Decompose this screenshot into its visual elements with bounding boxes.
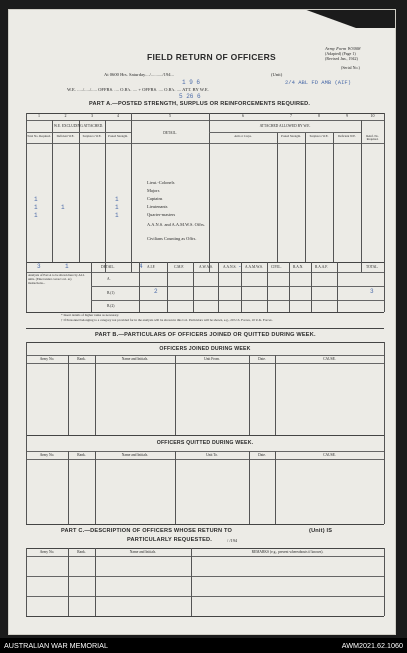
sub-header-7: Posted Strength. — [281, 134, 301, 138]
part-c-heading-b: (Unit) IS — [309, 528, 333, 534]
col1-captains: 1 — [34, 196, 38, 203]
sub-header-6: Arm or Corps. — [234, 134, 252, 138]
sub-header-4: Posted Strength. — [108, 134, 128, 138]
sub-header-9: Deficient W.E. — [338, 134, 356, 138]
quitted-col-unit: Unit To. — [206, 453, 218, 457]
joined-title: OFFICERS JOINED DURING WEEK — [159, 346, 251, 352]
sub-header-3: Surplus to W.E. — [82, 134, 102, 138]
we-line: W.E. ...../...../..... OFFRS. .... O.R's. .... + OFFRS. .... O.R's. .... ATT. BY W.E. — [67, 87, 209, 92]
col-num-3: 3 — [91, 113, 93, 118]
detail-header: DETAIL. — [163, 131, 177, 135]
att-row-a: A. — [107, 277, 111, 281]
part-c-heading-a: PART C.—DESCRIPTION OF OFFICERS WHOSE RETURN TO — [61, 528, 233, 534]
unit-label: (Unit) — [271, 72, 283, 77]
quitted-col-cause: CAUSE. — [323, 453, 336, 457]
sub-header-2: Deficient W.E. — [56, 134, 75, 138]
att-cmf: C.M.F. — [174, 265, 184, 269]
att-civil: CIVIL. — [271, 265, 282, 269]
total-col6: - — [238, 263, 242, 270]
typed-we-row2: 5 26 6 — [179, 93, 201, 100]
form-title: FIELD RETURN OF OFFICERS — [147, 52, 277, 62]
footer-institution: AUSTRALIAN WAR MEMORIAL — [4, 641, 108, 650]
quitted-col-armyno: Army No. — [39, 453, 55, 457]
detail-captains: Captains — [147, 196, 163, 201]
detail-majors: Majors — [147, 188, 160, 193]
att-raaf: R.A.A.F. — [315, 265, 328, 269]
detail-qm: Quarter-masters — [147, 212, 176, 217]
col-num-7: 7 — [290, 113, 292, 118]
part-a-heading: PART A.—POSTED STRENGTH, SURPLUS OR REINFORCEMENTS REQUIRED. — [89, 101, 311, 107]
form-sheet — [9, 10, 395, 634]
c-col-remarks: REMARKS (e.g., present whereabouts if known). — [251, 550, 324, 554]
detail-civilians: Civilians Counting as Offrs. — [147, 236, 197, 241]
part-c-date: / /194 — [227, 538, 238, 543]
col2-lieutenants: 1 — [61, 204, 65, 211]
analysis-note: Analysis of Part A to be shown here by ALL units. (Enter under correct col. as) instructions... — [28, 273, 85, 286]
army-form-id: Army Form W3008 — [325, 46, 361, 51]
detail-lieutenants: Lieutenants — [147, 204, 168, 209]
we-excl-header: W.E. EXCLUDING ATTACHED. — [53, 124, 104, 128]
total-col2: 1 — [65, 263, 69, 270]
footer-accession: AWM2021.62.1060 — [341, 641, 403, 650]
col-num-6: 6 — [242, 113, 244, 118]
joined-col-name: Name and Initials. — [121, 357, 149, 361]
joined-col-date: Date. — [258, 357, 266, 361]
c-col-name: Name and Initials. — [129, 550, 157, 554]
total-col1: 3 — [37, 263, 41, 270]
quitted-col-rank: Rank. — [77, 453, 86, 457]
att-aif: A.I.F. — [147, 265, 156, 269]
joined-col-unit: Unit From. — [204, 357, 220, 361]
sub-header-10: Reinf. No. Required. — [366, 134, 379, 142]
att-aif-value: 2 — [154, 288, 158, 295]
col-num-4: 4 — [117, 113, 119, 118]
quitted-col-name: Name and Initials. — [121, 453, 149, 457]
col-num-5: 5 — [169, 113, 171, 118]
attached-allowed-header: ATTACHED ALLOWED BY W.E. — [259, 124, 311, 128]
serial-label: (Serial No.) — [341, 65, 360, 70]
quitted-col-date: Date. — [258, 453, 266, 457]
footnote-1: * Insert details of higher ranks as necessary. — [61, 313, 120, 317]
col1-lieutenants: 1 — [34, 204, 38, 211]
typed-we-row1: 1 9 6 — [182, 79, 201, 86]
col4-qm: 1 — [115, 212, 119, 219]
adapted-label: (Adapted) (Page 1) — [325, 51, 356, 56]
col-num-9: 9 — [346, 113, 348, 118]
detail-nurses: A.A.N.S. and A.A.M.W.S. Offrs. — [147, 222, 205, 227]
joined-col-cause: CAUSE. — [323, 357, 336, 361]
col-num-1: 1 — [38, 113, 40, 118]
att-row-b2: B.(2) — [107, 304, 115, 308]
att-aans: A.A.N.S. — [223, 265, 237, 269]
c-col-armyno: Army No. — [39, 550, 55, 554]
col4-captains: 1 — [115, 196, 119, 203]
part-c-heading-c: PARTICULARLY REQUESTED. — [127, 537, 212, 543]
detail-lt-col: Lieut.-Colonels — [147, 180, 175, 185]
footnote-2: † If Personnel belonging to a category not provided for in the analysis will be shown in this Col. Particulars will be shown, e.g., 20 U.S. Forces, 10 U.K. Forces. — [61, 318, 273, 322]
joined-col-armyno: Army No. — [39, 357, 55, 361]
sub-header-8: Surplus to W.E. — [309, 134, 329, 138]
unit-typed: 2/4 ABL FD AMB (AIF) — [285, 79, 352, 86]
att-ran: R.A.N. — [293, 265, 304, 269]
att-row-b1: B.(1) — [107, 291, 115, 295]
att-awas: A.W.A.S. — [199, 265, 213, 269]
total-col4: 4 — [139, 263, 143, 270]
sub-header-1: Total No. Required. — [27, 134, 51, 138]
quitted-title: OFFICERS QUITTED DURING WEEK. — [156, 440, 254, 446]
c-col-rank: Rank. — [77, 550, 86, 554]
revised-label: (Revised Jan., 1942) — [325, 56, 358, 61]
col-num-10: 10 — [370, 113, 375, 118]
at-line: At 0600 Hrs. Saturday..../........../194... — [104, 72, 175, 77]
col-num-2: 2 — [64, 113, 67, 118]
col1-qm: 1 — [34, 212, 38, 219]
col4-lieutenants: 1 — [115, 204, 119, 211]
archive-footer — [0, 638, 407, 653]
att-aamws: A.A.M.W.S. — [245, 265, 263, 269]
att-detail: DETAIL. — [101, 265, 115, 269]
col-num-8: 8 — [318, 113, 320, 118]
att-total: TOTAL. — [366, 265, 379, 269]
part-b-heading: PART B.—PARTICULARS OF OFFICERS JOINED OR QUITTED DURING WEEK. — [95, 332, 316, 338]
att-total-value: 3 — [370, 288, 374, 295]
joined-col-rank: Rank. — [77, 357, 86, 361]
